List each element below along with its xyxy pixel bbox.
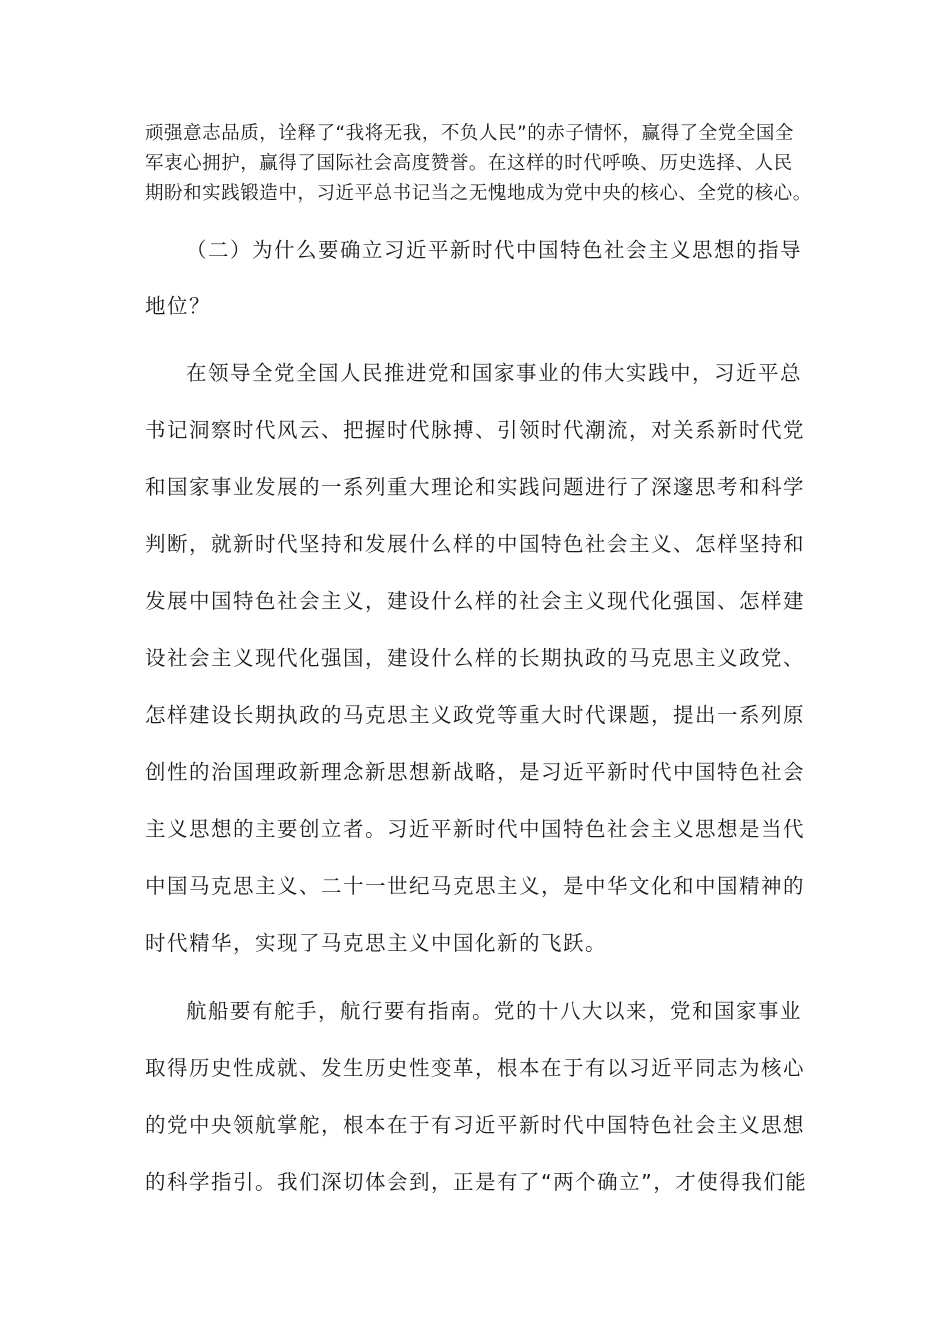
paragraph-1-line-6: 设社会主义现代化强国，建设什么样的长期执政的马克思主义政党、 bbox=[145, 646, 805, 670]
opening-line-2: 军衷心拥护，赢得了国际社会高度赞誉。在这样的时代呼唤、历史选择、人民 bbox=[145, 153, 793, 174]
paragraph-1-line-10: 中国马克思主义、二十一世纪马克思主义，是中华文化和中国精神的 bbox=[145, 874, 805, 898]
section-heading-line-1: （二）为什么要确立习近平新时代中国特色社会主义思想的指导 bbox=[186, 238, 802, 262]
paragraph-2-line-3: 的党中央领航掌舵，根本在于有习近平新时代中国特色社会主义思想 bbox=[145, 1113, 805, 1137]
paragraph-1-line-9: 主义思想的主要创立者。习近平新时代中国特色社会主义思想是当代 bbox=[145, 817, 805, 841]
opening-line-3: 期盼和实践锻造中，习近平总书记当之无愧地成为党中央的核心、全党的核心。 bbox=[145, 183, 812, 204]
paragraph-1-line-1: 在领导全党全国人民推进党和国家事业的伟大实践中，习近平总 bbox=[186, 361, 802, 385]
paragraph-1-line-11: 时代精华，实现了马克思主义中国化新的飞跃。 bbox=[145, 931, 607, 955]
paragraph-2-line-4: 的科学指引。我们深切体会到，正是有了“两个确立”，才使得我们能 bbox=[145, 1170, 808, 1194]
paragraph-2-line-2: 取得历史性成就、发生历史性变革，根本在于有以习近平同志为核心 bbox=[145, 1056, 805, 1080]
paragraph-1-line-8: 创性的治国理政新理念新思想新战略，是习近平新时代中国特色社会 bbox=[145, 760, 805, 784]
paragraph-1-line-4: 判断，就新时代坚持和发展什么样的中国特色社会主义、怎样坚持和 bbox=[145, 532, 805, 556]
paragraph-1-line-3: 和国家事业发展的一系列重大理论和实践问题进行了深邃思考和科学 bbox=[145, 475, 805, 499]
paragraph-1-line-5: 发展中国特色社会主义，建设什么样的社会主义现代化强国、怎样建 bbox=[145, 589, 805, 613]
paragraph-1-line-2: 书记洞察时代风云、把握时代脉搏、引领时代潮流，对关系新时代党 bbox=[145, 418, 805, 442]
paragraph-1-line-7: 怎样建设长期执政的马克思主义政党等重大时代课题，提出一系列原 bbox=[145, 703, 805, 727]
opening-line-1: 顽强意志品质，诠释了“我将无我，不负人民”的赤子情怀，赢得了全党全国全 bbox=[145, 123, 794, 144]
paragraph-2-line-1: 航船要有舵手，航行要有指南。党的十八大以来，党和国家事业 bbox=[186, 999, 802, 1023]
section-heading-line-2: 地位？ bbox=[145, 294, 211, 318]
